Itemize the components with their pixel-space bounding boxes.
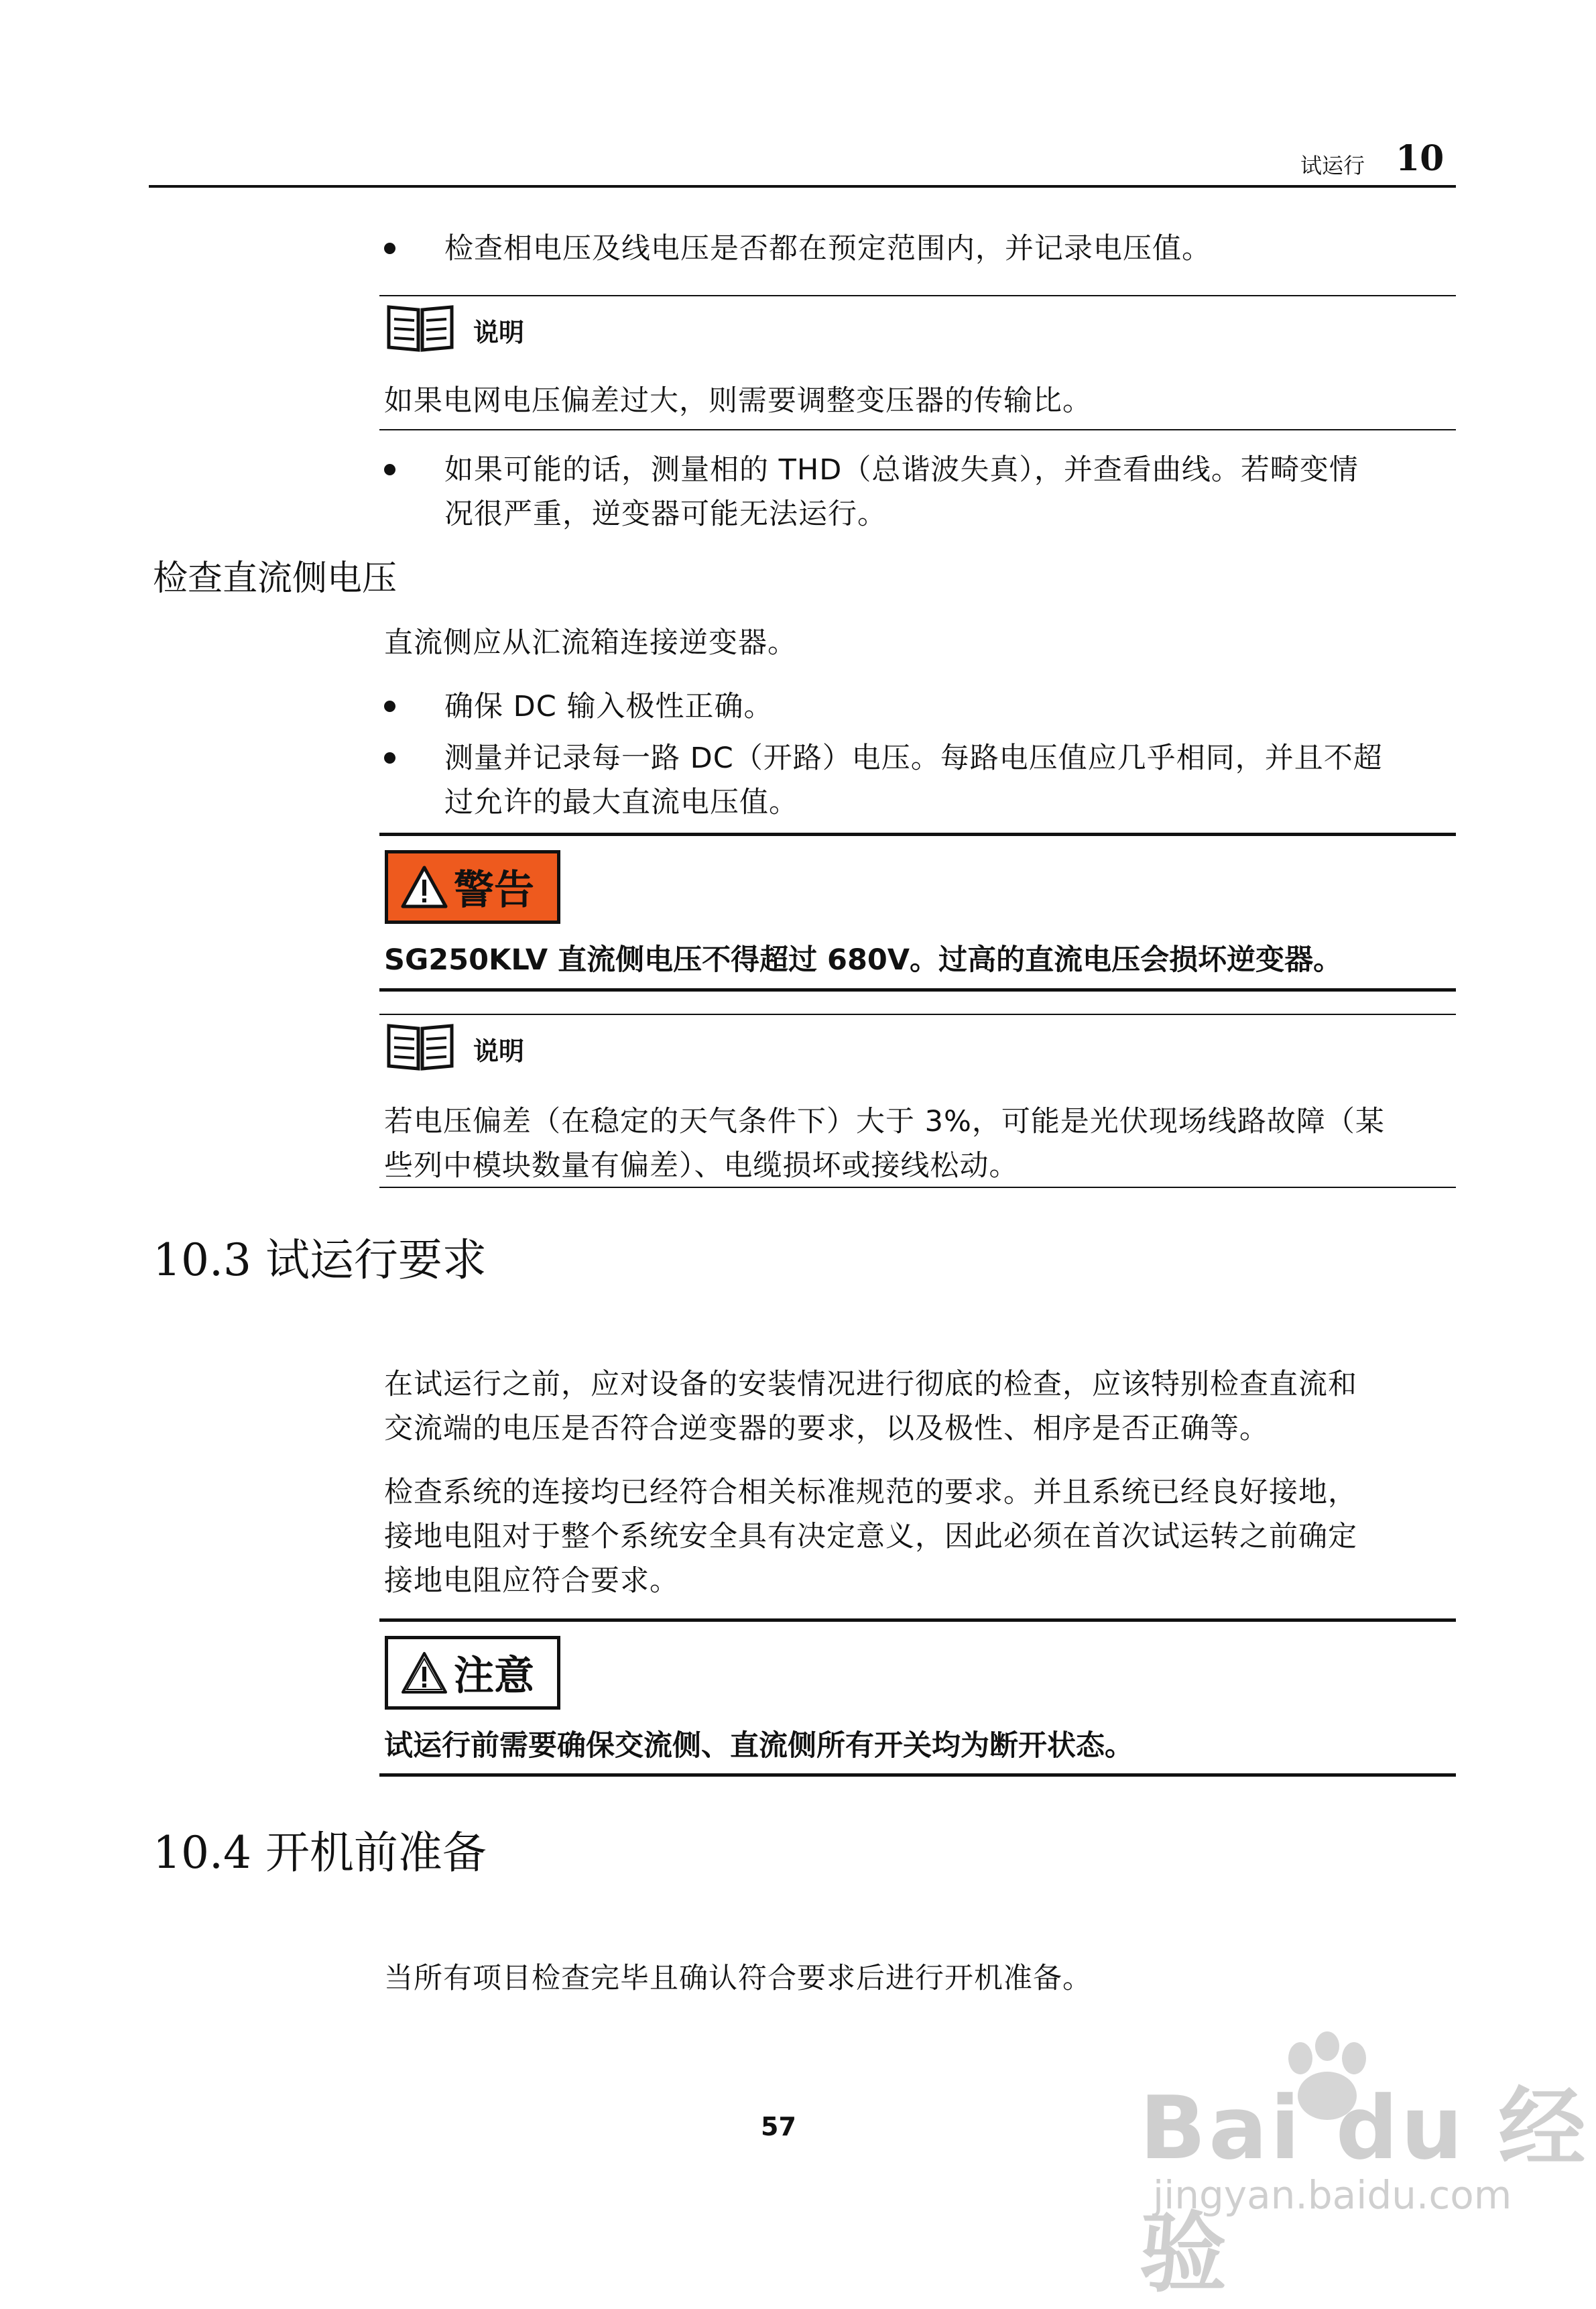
warning-bottom-rule xyxy=(379,988,1456,992)
caution-triangle-icon xyxy=(400,1651,448,1695)
warning-text: SG250KLV 直流侧电压不得超过 680V。过高的直流电压会损坏逆变器。 xyxy=(384,943,1343,977)
section-10-3-p1-line1: 在试运行之前，应对设备的安装情况进行彻底的检查，应该特别检查直流和 xyxy=(384,1368,1357,1401)
bullet-text-phase-voltage: 检查相电压及线电压是否都在预定范围内，并记录电压值。 xyxy=(444,232,1211,265)
bullet-dot xyxy=(384,243,395,254)
section-10-3-p2-line3: 接地电阻应符合要求。 xyxy=(384,1564,679,1598)
bullet-dot xyxy=(384,464,395,475)
section-title-10-4 xyxy=(153,1817,487,1881)
note1-text: 如果电网电压偏差过大，则需要调整变压器的传输比。 xyxy=(384,384,1092,418)
section-10-3-p2-line1: 检查系统的连接均已经符合相关标准规范的要求。并且系统已经良好接地， xyxy=(384,1476,1357,1509)
note2-bottom-rule xyxy=(379,1187,1456,1188)
note2-text-line1: 若电压偏差（在稳定的天气条件下）大于 3%，可能是光伏现场线路故障（某 xyxy=(384,1105,1385,1138)
note2-top-rule xyxy=(379,1014,1456,1015)
note-book-icon xyxy=(383,300,457,354)
header-section-label: 试运行 xyxy=(1300,153,1365,178)
warning-label: 警告 xyxy=(454,867,534,914)
bullet-text-thd-line1: 如果可能的话，测量相的 THD（总谐波失真），并查看曲线。若畸变情 xyxy=(444,453,1359,487)
watermark-url: jingyan.baidu.com xyxy=(1153,2172,1512,2218)
header-chapter-number: 10 xyxy=(1396,138,1445,179)
note1-label: 说明 xyxy=(473,318,525,347)
section-number: 10.3 xyxy=(153,1234,251,1286)
bullet-text-thd-line2: 况很严重，逆变器可能无法运行。 xyxy=(444,497,887,531)
note1-top-rule xyxy=(379,295,1456,296)
dc-intro: 直流侧应从汇流箱连接逆变器。 xyxy=(384,626,797,660)
caution-text: 试运行前需要确保交流侧、直流侧所有开关均为断开状态。 xyxy=(384,1729,1133,1763)
note-book-icon xyxy=(383,1019,457,1073)
section-10-4-p1: 当所有项目检查完毕且确认符合要求后进行开机准备。 xyxy=(384,1962,1092,1995)
warning-badge xyxy=(385,850,560,924)
bullet-text-dc-polarity: 确保 DC 输入极性正确。 xyxy=(444,690,774,723)
bullet-text-dc-measure-line2: 过允许的最大直流电压值。 xyxy=(444,786,798,819)
section-title-text: 试运行要求 xyxy=(265,1234,487,1286)
page-number: 57 xyxy=(761,2112,796,2141)
subsection-title-dc: 检查直流侧电压 xyxy=(153,558,397,599)
caution-top-rule xyxy=(379,1618,1456,1622)
caution-label: 注意 xyxy=(454,1653,534,1700)
bullet-dot xyxy=(384,701,395,712)
section-10-3-p2-line2: 接地电阻对于整个系统安全具有决定意义，因此必须在首次试运转之前确定 xyxy=(384,1520,1357,1553)
bullet-dot xyxy=(384,752,395,764)
bullet-text-dc-measure-line1: 测量并记录每一路 DC（开路）电压。每路电压值应几乎相同，并且不超 xyxy=(444,742,1383,775)
warning-top-rule xyxy=(379,833,1456,836)
caution-bottom-rule xyxy=(379,1773,1456,1777)
section-title-10-3 xyxy=(153,1224,487,1288)
section-10-3-p1-line2: 交流端的电压是否符合逆变器的要求，以及极性、相序是否正确等。 xyxy=(384,1412,1269,1445)
note1-bottom-rule xyxy=(379,429,1456,430)
warning-triangle-icon xyxy=(400,865,448,909)
caution-badge xyxy=(385,1636,560,1710)
watermark-logo-text: Bai du 经验 xyxy=(1140,2077,1589,2304)
section-title-text: 开机前准备 xyxy=(265,1827,487,1879)
header-rule xyxy=(149,185,1456,188)
note2-label: 说明 xyxy=(473,1037,525,1066)
section-number: 10.4 xyxy=(153,1827,251,1879)
note2-text-line2: 些列中模块数量有偏差）、电缆损坏或接线松动。 xyxy=(384,1149,1019,1183)
